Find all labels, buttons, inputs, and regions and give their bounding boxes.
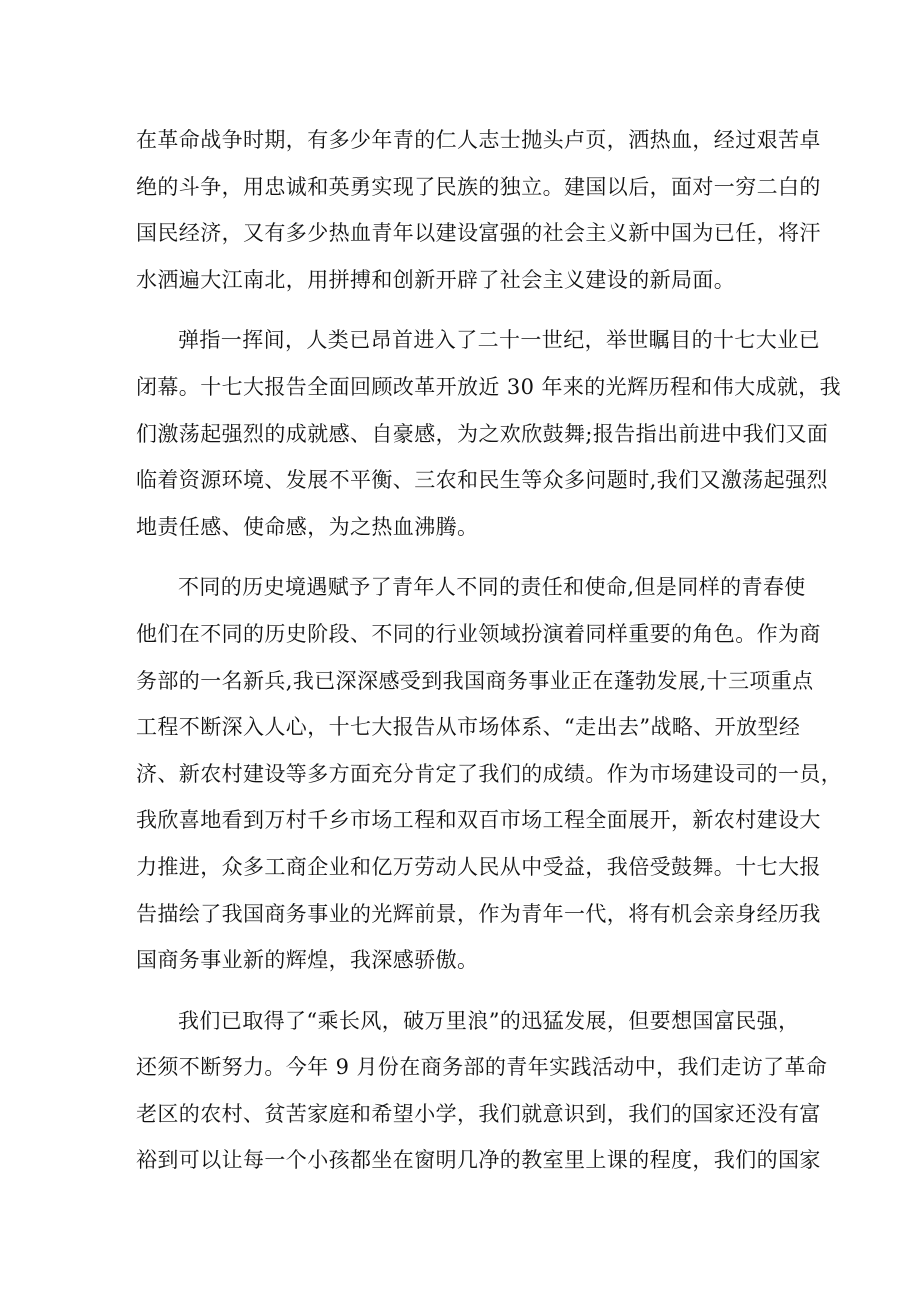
- text-line: 们激荡起强烈的成就感、自豪感，为之欢欣鼓舞;报告指出前进中我们又面: [136, 421, 829, 446]
- text-line: 我欣喜地看到万村千乡市场工程和双百市场工程全面展开，新农村建设大: [136, 808, 821, 833]
- text-line: 闭幕。十七大报告全面回顾改革开放近 30 年来的光辉历程和伟大成就，我: [136, 374, 842, 399]
- text-line: 不同的历史境遇赋予了青年人不同的责任和使命,但是同样的青春使: [178, 575, 806, 600]
- text-line: 还须不断努力。今年 9 月份在商务部的青年实践活动中，我们走访了革命: [136, 1055, 828, 1080]
- text-line: 老区的农村、贫苦家庭和希望小学，我们就意识到，我们的国家还没有富: [136, 1101, 821, 1126]
- paragraph-3: [136, 564, 843, 983]
- paragraph-1: [136, 117, 821, 303]
- paragraph-2: [136, 317, 842, 550]
- text-line: 临着资源环境、发展不平衡、三农和民生等众多问题时,我们又激荡起强烈: [136, 468, 828, 493]
- paragraph-4: [136, 998, 828, 1184]
- text-line: 水洒遍大江南北，用拼搏和创新开辟了社会主义建设的新局面。: [136, 267, 736, 292]
- text-line: 告描绘了我国商务事业的光辉前景，作为青年一代，将有机会亲身经历我: [136, 901, 821, 926]
- text-line: 裕到可以让每一个小孩都坐在窗明几净的教室里上课的程度，我们的国家: [136, 1148, 821, 1173]
- text-line: 力推进，众多工商企业和亿万劳动人民从中受益，我倍受鼓舞。十七大报: [136, 854, 821, 879]
- text-line: 弹指一挥间，人类已昂首进入了二十一世纪，举世瞩目的十七大业已: [178, 328, 820, 353]
- text-line: 在革命战争时期，有多少年青的仁人志士抛头卢页，洒热血，经过艰苦卓: [136, 128, 821, 152]
- text-line: 济、新农村建设等多方面充分肯定了我们的成绩。作为市场建设司的一员，: [136, 761, 843, 786]
- text-line: 国商务事业新的辉煌，我深感骄傲。: [136, 948, 479, 973]
- text-line: 绝的斗争，用忠诚和英勇实现了民族的独立。建国以后，面对一穷二白的: [136, 174, 821, 199]
- text-line: 他们在不同的历史阶段、不同的行业领域扮演着同样重要的角色。作为商: [136, 621, 821, 646]
- text-line: 地责任感、使命感，为之热血沸腾。: [136, 514, 479, 539]
- text-line: 务部的一名新兵,我已深深感受到我国商务事业正在蓬勃发展,十三项重点: [136, 668, 814, 693]
- text-line: 我们已取得了“乘长风，破万里浪”的迅猛发展，但要想国富民强，: [178, 1008, 800, 1033]
- document-body: [136, 117, 843, 1184]
- text-line: 工程不断深入人心，十七大报告从市场体系、“走出去”战略、开放型经: [136, 715, 801, 740]
- text-line: 国民经济，又有多少热血青年以建设富强的社会主义新中国为已任，将汗: [136, 221, 821, 246]
